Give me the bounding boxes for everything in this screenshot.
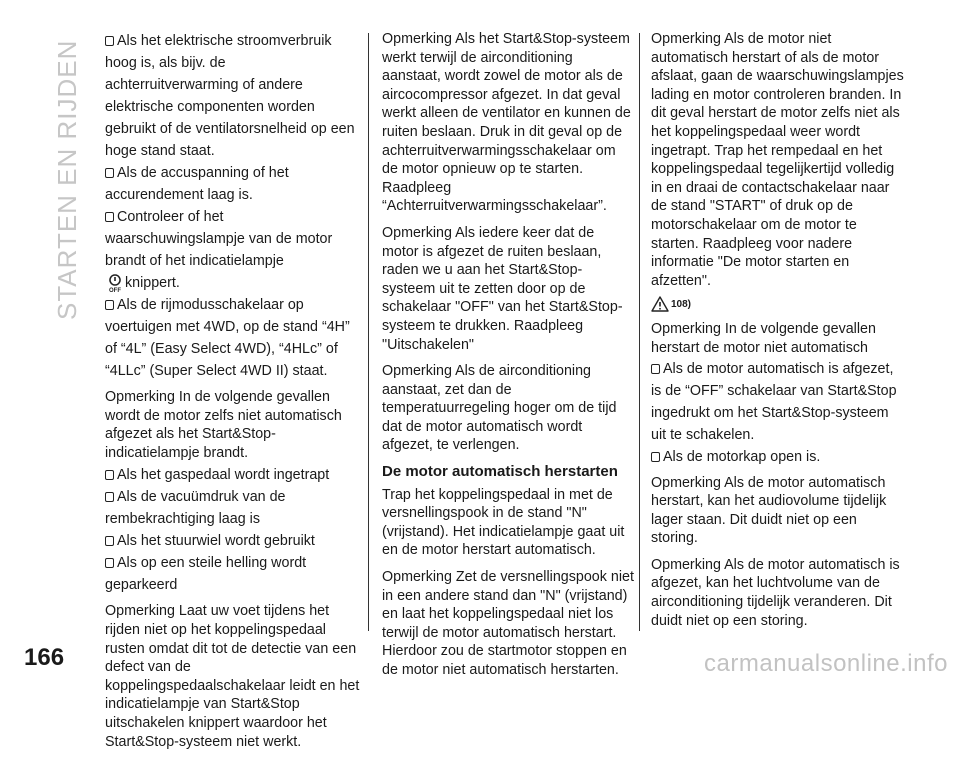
checkbox-bullet-icon	[105, 536, 114, 546]
list-item-text: knippert.	[125, 275, 180, 291]
list-item	[105, 30, 360, 162]
body-paragraph: Trap het koppelingspedaal in met de versnellingspook in de stand "N" (vrijstand). Het indicatielampje gaat uit en de motor herstart automatisch.	[382, 486, 625, 559]
warning-triangle-icon	[651, 296, 669, 312]
note-paragraph: Opmerking In de volgende gevallen wordt de motor zelfs niet automatisch afgezet als het Start&Stop-indicatielampje brandt.	[105, 389, 342, 461]
list-item	[105, 464, 360, 486]
list-item	[105, 294, 360, 382]
column-3	[651, 30, 906, 638]
list-item-text: Controleer of het waarschuwingslampje van de motor brandt of het indicatielampje	[105, 209, 333, 269]
column-divider-1	[368, 33, 369, 631]
list-item	[651, 446, 906, 468]
checkbox-bullet-icon	[105, 492, 114, 502]
list-item-text: Als het gaspedaal wordt ingetrapt	[117, 467, 330, 484]
checkbox-bullet-icon	[105, 168, 114, 178]
checkbox-bullet-icon	[105, 36, 114, 46]
note-paragraph: Opmerking Zet de versnellingspook niet in een andere stand dan "N" (vrijstand) en laat het koppelingspedaal niet los terwijl de motor automatisch herstart. Hierdoor zou de startmotor stoppen en de motor niet automatisch herstarten.	[382, 569, 634, 678]
list-item-text: Als de motorkap open is.	[663, 448, 821, 465]
note-paragraph: Opmerking In de volgende gevallen herstart de motor niet automatisch	[651, 321, 876, 356]
list-item-text: Als de motor automatisch is afgezet, is de “OFF” schakelaar van Start&Stop ingedrukt om het Start&Stop-systeem uit te schakelen.	[651, 360, 897, 443]
checkbox-bullet-icon	[105, 558, 114, 568]
list-item	[105, 486, 360, 530]
checkbox-bullet-icon	[651, 364, 660, 374]
column-2	[382, 30, 634, 688]
note-paragraph: Opmerking Als de airconditioning aanstaat, zet dan de temperatuurregeling hoger om de tijd dat de motor automatisch wordt afgezet, te verlengen.	[382, 363, 617, 454]
svg-text:OFF: OFF	[109, 288, 121, 294]
list-item	[105, 552, 360, 596]
note-paragraph: Opmerking Als iedere keer dat de motor is afgezet de ruiten beslaan, raden we u aan het Start&Stop-systeem uit te zetten door op de schakelaar "OFF" van het Start&Stop-systeem te drukken. Raadpleeg "Uitschakelen"	[382, 224, 623, 353]
auto-stop-off-indicator-icon	[105, 273, 125, 293]
checkbox-bullet-icon	[105, 212, 114, 222]
list-item-text: Als de accuspanning of het accurendement laag is.	[105, 165, 289, 203]
section-sidebar-title	[50, 30, 90, 330]
list-item	[105, 206, 360, 294]
list-item-text: Als de vacuümdruk van de rembekrachtiging laag is	[105, 489, 286, 528]
watermark-link[interactable]: carmanualsonline.info	[704, 650, 948, 677]
checkbox-bullet-icon	[105, 300, 114, 310]
note-paragraph: Opmerking Als de motor automatisch herstart, kan het audiovolume tijdelijk lager staan. Dit duidt niet op een storing.	[651, 474, 887, 547]
section-heading: De motor automatisch herstarten	[382, 463, 618, 481]
list-item-text: Als de rijmodusschakelaar op voertuigen met 4WD, op de stand “4H” of “4L” (Easy Select 4WD), “4HLc” of “4LLc” (Super Select 4WD II) staat.	[105, 297, 350, 379]
note-paragraph: Opmerking Als de motor automatisch is afgezet, kan het luchtvolume van de airconditioning tijdelijk veranderen. Dit duidt niet op een storing.	[651, 556, 900, 629]
list-item-text: Als het stuurwiel wordt gebruikt	[117, 533, 315, 550]
list-item	[105, 530, 360, 552]
note-paragraph: Opmerking Laat uw voet tijdens het rijden niet op het koppelingspedaal rusten omdat dit tot de detectie van een defect van de koppelingspedaalschakelaar leidt en het indicatielampje van Start&Stop uitschakelen knippert waardoor het Start&Stop-systeem niet werkt.	[105, 603, 360, 750]
note-paragraph: Opmerking Als het Start&Stop-systeem werkt terwijl de airconditioning aanstaat, wordt zowel de motor als de aircocompressor afgezet. In dat geval werkt alleen de ventilator en kunnen de ruiten beslaan. Druk in dit geval op de achterruitverwarmingsschakelaar om de motor opnieuw op te starten. Raadpleeg “Achterruitverwarmingsschakelaar”.	[382, 31, 631, 215]
list-item-text: Als het elektrische stroomverbruik hoog is, als bijv. de achterruitverwarming of andere elektrische componenten worden gebruikt of de ventilatorsnelheid op een hoge stand staat.	[105, 33, 355, 159]
list-item-text: Als op een steile helling wordt geparkeerd	[105, 555, 307, 594]
list-item	[105, 162, 360, 206]
checkbox-bullet-icon	[105, 470, 114, 480]
note-reference: 108)	[671, 299, 692, 311]
checkbox-bullet-icon	[651, 452, 660, 462]
column-1	[105, 30, 360, 759]
warning-reference	[651, 294, 906, 314]
page-number: 166	[24, 644, 65, 671]
list-item	[651, 358, 906, 446]
column-divider-2	[639, 33, 640, 631]
note-paragraph: Opmerking Als de motor niet automatisch herstart of als de motor afslaat, gaan de waarschuwingslampjes lading en motor controleren branden. In dit geval herstart de motor zelfs niet als het koppelingspedaal weer wordt ingetrapt. Trap het rempedaal en het koppelingspedaal tegelijkertijd volledig in en draai de contactschakelaar naar de stand "START" of druk op de motorschakelaar om de motor te starten. Raadpleeg voor nadere informatie "De motor starten en afzetten".	[651, 31, 904, 289]
section-title-text: STARTEN EN RIJDEN	[52, 39, 82, 320]
